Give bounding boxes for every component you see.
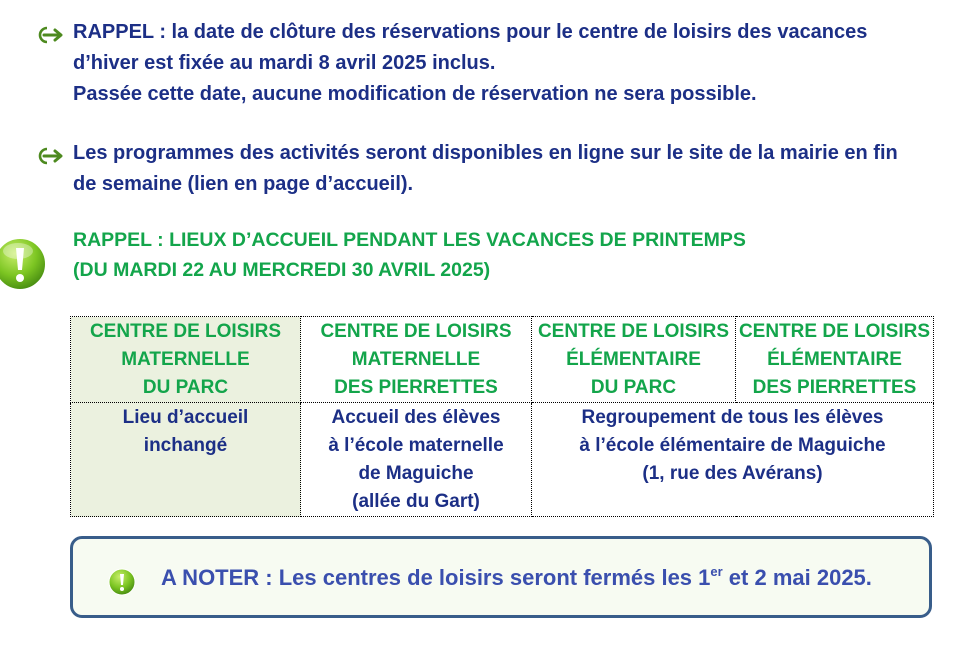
- programs-line-2: de semaine (lien en page d’accueil).: [73, 173, 414, 195]
- header-text: CENTRE DE LOISIRS: [89, 321, 282, 342]
- exclamation-icon: [108, 568, 136, 596]
- lieux-accueil-table: [70, 316, 934, 517]
- note-box: [70, 536, 932, 618]
- header-text: ÉLÉMENTAIRE: [566, 349, 701, 370]
- cell-elementaire-merged: [532, 403, 934, 517]
- note-prefix: A NOTER : Les centres de loisirs seront fermés les 1: [161, 565, 711, 590]
- cell-maternelle-parc: [71, 403, 301, 517]
- header-text: DU PARC: [142, 377, 229, 398]
- header-text: DES PIERRETTES: [752, 377, 917, 398]
- cell-text: Accueil des élèves: [331, 407, 501, 428]
- note-suffix: et 2 mai 2025.: [722, 565, 872, 590]
- cell-text: (allée du Gart): [352, 491, 480, 512]
- cell-text: inchangé: [143, 435, 228, 456]
- note-superscript: er: [710, 564, 723, 579]
- header-maternelle-parc: [71, 317, 301, 403]
- arrow-bullet-icon: [38, 145, 66, 167]
- header-elementaire-parc: [532, 317, 736, 403]
- cell-text: (1, rue des Avérans): [642, 463, 823, 484]
- header-maternelle-pierrettes: [301, 317, 532, 403]
- rappel-closing-paragraph: [73, 17, 961, 110]
- header-text: MATERNELLE: [351, 349, 481, 370]
- programs-line-1: Les programmes des activités seront disponibles en ligne sur le site de la mairie en fin: [73, 142, 898, 164]
- lieux-accueil-heading: [73, 225, 746, 285]
- heading-line-2: (DU MARDI 22 AU MERCREDI 30 AVRIL 2025): [73, 259, 491, 281]
- header-text: DU PARC: [590, 377, 677, 398]
- cell-text: de Maguiche: [358, 463, 474, 484]
- header-text: CENTRE DE LOISIRS: [537, 321, 730, 342]
- rappel-closing-line-1: RAPPEL : la date de clôture des réservations pour le centre de loisirs des vacances: [73, 21, 868, 43]
- exclamation-icon: [0, 236, 48, 292]
- rappel-closing-line-3: Passée cette date, aucune modification de réservation ne sera possible.: [73, 83, 757, 105]
- programs-paragraph: [73, 138, 961, 200]
- cell-text: Regroupement de tous les élèves: [581, 407, 884, 428]
- cell-text: à l’école maternelle: [328, 435, 504, 456]
- table-row: [71, 403, 934, 517]
- cell-text: Lieu d’accueil: [122, 407, 249, 428]
- header-text: DES PIERRETTES: [334, 377, 498, 398]
- header-text: CENTRE DE LOISIRS: [320, 321, 512, 342]
- arrow-bullet-icon: [38, 24, 66, 46]
- table-header-row: [71, 317, 934, 403]
- header-elementaire-pierrettes: [736, 317, 934, 403]
- header-text: ÉLÉMENTAIRE: [767, 349, 902, 370]
- rappel-closing-line-2: d’hiver est fixée au mardi 8 avril 2025 inclus.: [73, 52, 496, 74]
- note-text: [161, 562, 872, 594]
- cell-text: à l’école élémentaire de Maguiche: [579, 435, 886, 456]
- header-text: CENTRE DE LOISIRS: [738, 321, 931, 342]
- heading-line-1: RAPPEL : LIEUX D’ACCUEIL PENDANT LES VACANCES DE PRINTEMPS: [73, 229, 746, 251]
- header-text: MATERNELLE: [121, 349, 250, 370]
- cell-maternelle-pierrettes: [301, 403, 532, 517]
